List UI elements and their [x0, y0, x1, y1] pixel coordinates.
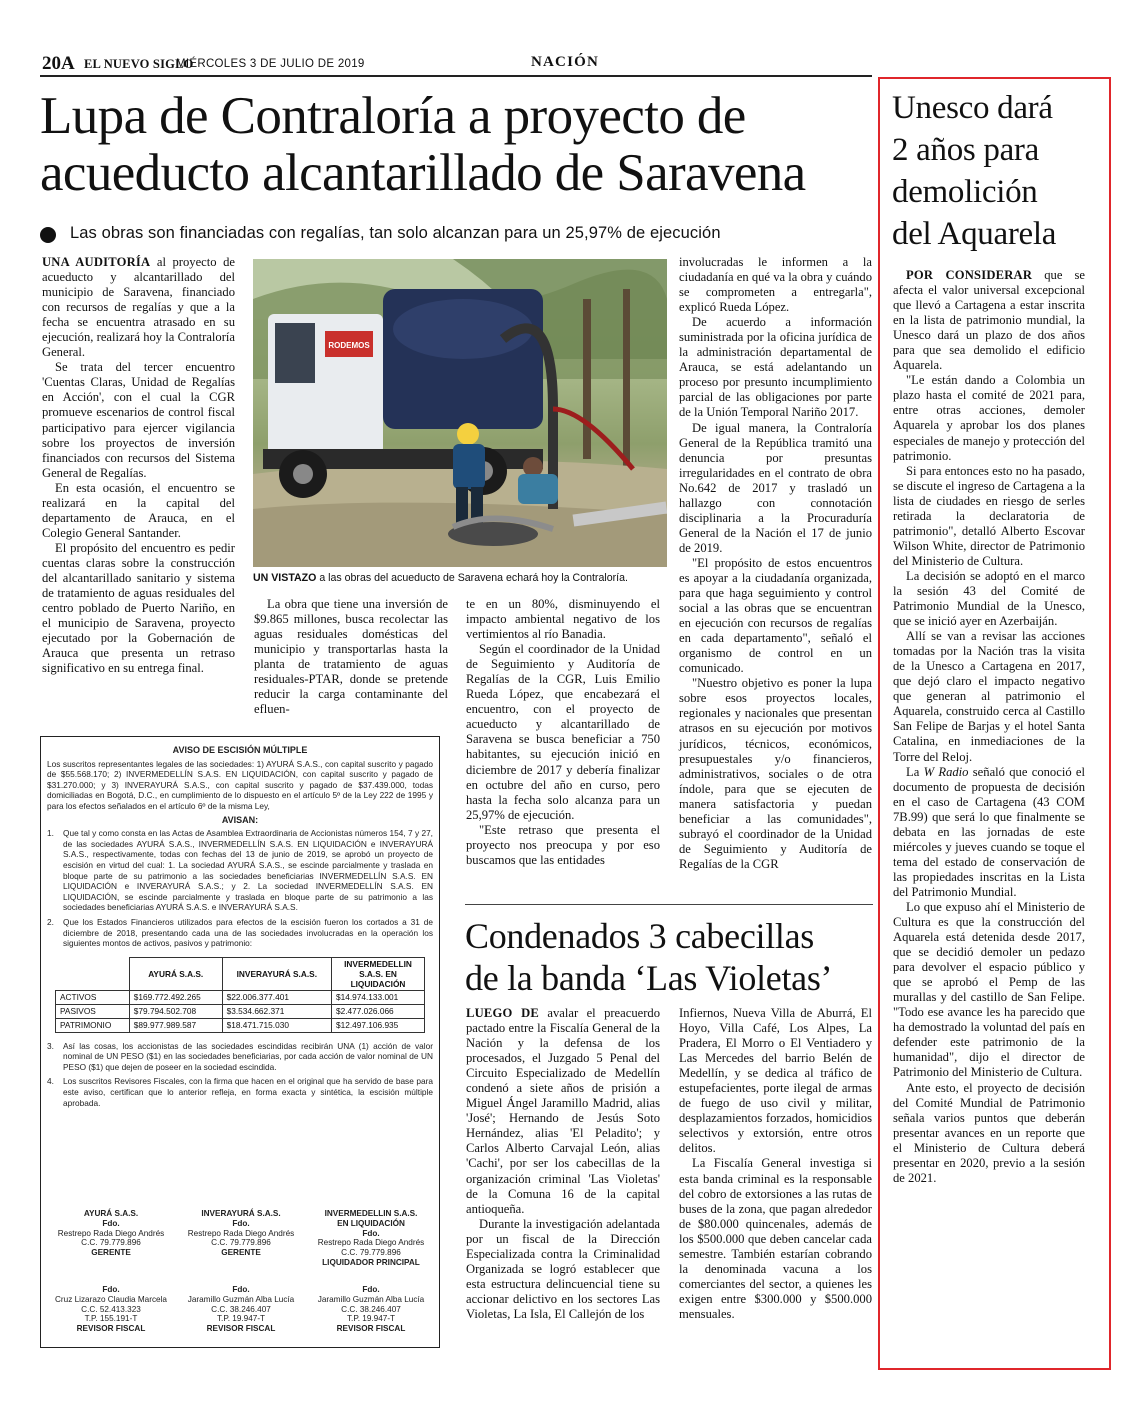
notice-title: AVISO DE ESCISIÓN MÚLTIPLE: [172, 745, 308, 755]
kicker: UNA AUDITORÍA: [42, 255, 151, 269]
paragraph: "Le están dando a Colombia un plazo hasta el comité de 2021 para, entre otras acciones, demoler Aquarela y aprobar los dos planes especiales de manejo y protección del patrimonio.: [893, 373, 1085, 463]
table-cell: PASIVOS: [56, 1004, 130, 1018]
table-cell: PATRIMONIO: [56, 1018, 130, 1032]
paragraph: Según el coordinador de la Unidad de Seguimiento y Auditoría de Regalías de la CGR, Luis Emilio Rueda López, que encabezará el encuentro, con el proyecto de acueducto y alcantarillado de Saravena se busca beneficiar a 750 habitantes, su ejecución inició en diciembre de 2017 y debería finalizar en octubre del año en curso, pero hasta la fecha solo alcanza para un 25,97% de ejecución.: [466, 642, 660, 822]
table-row: [56, 1004, 425, 1018]
paragraph: La obra que tiene una inversión de $9.865 millones, busca recolectar las aguas residuales domésticas del municipio y transportarlas hasta la planta de tratamiento de aguas residuales-PTAR, donde se pretende reducir la carga contaminante del efluen-: [254, 597, 448, 717]
paragraph: "Nuestro objetivo es poner la lupa sobre esos proyectos locales, regionales y nacionales que presentan atrasos en su ejecución por motivos jurídicos, técnicos, económicos, presupuestales y/o financieros, administrativos, sociales o de otra índole, para que se ejecuten de manera satisfactoria y puedan beneficiar a las comunidades", subrayó el coordinador de la Unidad de Seguimiento y Auditoría de Regalías de la CGR: [679, 676, 872, 871]
signature-block: Fdo. Jaramillo Guzmán Alba Lucía C.C. 38.246.407 T.P. 19.947-T REVISOR FISCAL: [317, 1285, 425, 1334]
notice-item: 2. Que los Estados Financieros utilizados para efectos de la escisión fueron los cortados a 31 de diciembre de 2018, presentando cada una de las sociedades involucradas en la operación los siguientes montos de activos, pasivos y patrimonio:: [47, 916, 433, 949]
headline-line-1: Condenados 3 cabecillas: [465, 916, 814, 956]
headline-line-2: de la banda ‘Las Violetas’: [465, 958, 833, 998]
table-cell: $2.477.026.066: [332, 1004, 425, 1018]
caption-kicker: UN VISTAZO: [253, 572, 317, 584]
paragraph: Se trata del tercer encuentro 'Cuentas Claras, Unidad de Regalías en Acción', con el cual la CGR promueve escenarios de control fiscal participativo para ejercer vigilancia sobre los proyectos de inversión financiados con recursos del Sistema General de Regalías.: [42, 360, 235, 480]
paragraph: "Este retraso que presenta el proyecto nos preocupa y por eso buscamos que las entidades: [466, 822, 660, 867]
photo-caption: UN VISTAZO a las obras del acueducto de Saravena echará hoy la Contraloría.: [253, 572, 628, 584]
sidebar-headline: [892, 87, 1102, 255]
paragraph: El propósito del encuentro es pedir cuentas claras sobre la construcción del alcantarillado sanitario y sistema de tratamiento de aguas residuales del centro poblado de Puerto Nariño, en el municipio de Saravena, proyecto ejecutado por la Gobernación de Arauca que presenta un retraso significativo en su entrega final.: [42, 540, 235, 676]
kicker: POR CONSIDERAR: [906, 268, 1033, 282]
table-cell: $14.974.133.001: [332, 990, 425, 1004]
notice-avisan: AVISAN:: [221, 814, 259, 825]
signature-row-1: [51, 1209, 431, 1268]
paragraph: POR CONSIDERAR que se afecta el valor universal excepcional que llevó a Cartagena a estar inscrita en la lista de patrimonio mundial, la Unesco dará un plazo de dos años para que sea demolido el edificio Aquarela.: [893, 268, 1085, 373]
paragraph: De acuerdo a información suministrada por la oficina jurídica de la administración departamental de Arauca, se está adelantando un proceso por presunto incumplimiento parcial de las obligaciones por parte de la Unión Temporal Nariño 2017.: [679, 315, 872, 420]
headline-line: 2 años para: [892, 132, 1039, 168]
sidebar-column: [893, 268, 1085, 1186]
table-row: [56, 1018, 425, 1032]
notice-intro: Los suscritos representantes legales de las sociedades: 1) AYURÁ S.A.S., con capital suscrito y pagado de $55.568.170; 2) INVERMEDELLÍN S.A.S. EN LIQUIDACIÓN, con capital suscrito y pagado de $31.270.000; y 3) INVERAYURÁ S.A.S., con capital suscrito y pagado de $37.439.000, todas domiciliadas en Bogotá, D.C., en cumplimiento de lo dispuesto en el artículo 5º de la Ley 222 de 1995 y para los efectos señalados en el artículo 6º de la misma Ley,: [47, 758, 433, 811]
paragraph: Durante la investigación adelantada por un fiscal de la Dirección Especializada contra la Criminalidad Organizada se logró establecer que esta estructura delincuencial tiene su accionar delictivo en los sectores Las Violetas, La Isla, El Callejón de los: [466, 1216, 660, 1321]
paragraph: UNA AUDITORÍA al proyecto de acueducto y alcantarillado del municipio de Saravena, financiado con recursos de regalías y que a la fecha se encuentra atrasado en su ejecución, realizará hoy la Contraloría General.: [42, 255, 235, 360]
issue-date: MIÉRCOLES 3 DE JULIO DE 2019: [176, 58, 365, 70]
truck-logo: RODEMOS: [328, 341, 370, 350]
article-separator: [465, 904, 873, 905]
signature-block: INVERAYURÁ S.A.S. Fdo. Restrepo Rada Diego Andrés C.C. 79.779.896 GERENTE: [187, 1209, 295, 1258]
article-2-headline: [465, 915, 875, 999]
article-2-column-1: [466, 1006, 660, 1322]
media-name: W Radio: [923, 764, 969, 779]
article-headline: [40, 88, 880, 202]
financial-table: [55, 957, 425, 1033]
headline-line-1: Lupa de Contraloría a proyecto de: [40, 87, 746, 145]
paragraph: "El propósito de estos encuentros es apoyar a la ciudadanía organizada, para que haga seguimiento y control social a las obras que se encuentran en ejecución con recursos de regalías en cada departamento", señaló el organismo de control en un comunicado.: [679, 555, 872, 676]
signature-block: AYURÁ S.A.S. Fdo. Restrepo Rada Diego Andrés C.C. 79.779.896 GERENTE: [57, 1209, 165, 1258]
table-cell: ACTIVOS: [56, 990, 130, 1004]
headline-line: demolición: [892, 174, 1038, 210]
paragraph: La Fiscalía General investiga si esta banda criminal es la responsable del cobro de extorsiones a las rutas de buses de la zona, que pagan alrededor de $80.000 quincenales, además de los $500.000 que deben cancelar cada semestre. También estarían cobrando la denominada vacuna a los comerciantes del sector, a quienes les exigen entre $300.000 y $500.000 mensuales.: [679, 1156, 872, 1321]
paragraph: Si para entonces esto no ha pasado, se discute el ingreso de Cartagena a la lista de ciudades en riesgo de serles retirada la declaratoria de patrimonio", detalló Alberto Escovar Wilson White, director de Patrimonio del Ministerio de Cultura.: [893, 463, 1085, 568]
legal-notice-box: [40, 736, 440, 1348]
section-name: NACIÓN: [530, 54, 600, 70]
paragraph: Ante esto, el proyecto de decisión del Comité Mundial de Patrimonio señala varios puntos que deberán presentar avances en un reporte que el Ministerio de Cultura deberá presentar en 2020, previo a la sesión de 2021.: [893, 1080, 1085, 1185]
header-rule: [40, 75, 872, 77]
notice-item: 3. Así las cosas, los accionistas de las sociedades escindidas recibirán UNA (1) acción de valor nominal de UN PESO ($1) en las sociedades beneficiarias, por cada acción de valor nominal de UN PESO ($1) que dejen de poseer en la sociedad escindida.: [47, 1040, 433, 1072]
table-row: [56, 990, 425, 1004]
table-header-cell: INVERMEDELLIN S.A.S. EN LIQUIDACIÓN: [332, 957, 425, 990]
signature-block: INVERMEDELLIN S.A.S. EN LIQUIDACIÓN Fdo. Restrepo Rada Diego Andrés C.C. 79.779.896 LIQUIDADOR PRINCIPAL: [317, 1209, 425, 1267]
article-column-3: [466, 597, 660, 868]
notice-item: 4. Los suscritos Revisores Fiscales, con la firma que hacen en el original que ha servido de base para este aviso, certifican que lo anterior refleja, en forma exacta y sintética, la escisión múltiple aprobada.: [47, 1076, 433, 1108]
table-cell: $89.977.989.587: [129, 1018, 222, 1032]
article-column-1: [42, 255, 235, 676]
bullet-icon: [40, 227, 56, 243]
paragraph: De igual manera, la Contraloría General de la República tramitó una denuncia por presuntas irregularidades en el contrato de obra No.642 de 2017 y trasladó un hallazgo con connotación disciplinaria a la Procuraduría General de la Nación el 17 de junio de 2019.: [679, 420, 872, 555]
photo-illustration: [253, 259, 667, 567]
kicker: LUEGO DE: [466, 1006, 539, 1020]
table-header-cell: AYURÁ S.A.S.: [129, 957, 222, 990]
table-header-row: [56, 957, 425, 990]
table-cell: $12.497.106.935: [332, 1018, 425, 1032]
paragraph: LUEGO DE avalar el preacuerdo pactado entre la Fiscalía General de la Nación y la defensa de los procesados, el Juzgado 5 Penal del Circuito Especializado de Medellín condenó a siete años de prisión a Miguel Ángel Jaramillo Madrid, alias 'José'; Hernando de Jesús Soto Hernández, alias 'El Peladito'; y Carlos Alberto Carvajal León, alias 'Cachi', por ser los cabecillas de la organización criminal 'Las Violetas' de la Comuna 16 de la capital antioqueña.: [466, 1006, 661, 1216]
table-cell: $22.006.377.401: [222, 990, 331, 1004]
table-cell: $18.471.715.030: [222, 1018, 331, 1032]
newspaper-name: EL NUEVO SIGLO: [84, 57, 194, 71]
table-header-cell: INVERAYURÁ S.A.S.: [222, 957, 331, 990]
headline-line: del Aquarela: [892, 216, 1057, 252]
paragraph: La W Radio señaló que conoció el documento de propuesta de decisión en el caso de Cartagena (43 COM 7B.99) que será lo que finalmente se debata en las jornadas de este miércoles y jueves cuando se toque el tema del estado de conservación de las propiedades inscritas en la Lista del Patrimonio Mundial.: [893, 764, 1086, 899]
signature-block: Fdo. Jaramillo Guzmán Alba Lucía C.C. 38.246.407 T.P. 19.947-T REVISOR FISCAL: [187, 1285, 295, 1334]
page-number: 20A: [42, 53, 75, 74]
paragraph: En esta ocasión, el encuentro se realizará en la capital del departamento de Arauca, en el Colegio General Santander.: [42, 480, 235, 540]
paragraph: La decisión se adoptó en el marco la sesión 43 del Comité de Patrimonio Mundial de la Unesco, que se inició ayer en Azerbaiján.: [893, 568, 1085, 629]
paragraph: Lo que expuso ahí el Ministerio de Cultura es que la construcción del Aquarela está detenida desde 2017, que se decidió demoler un pedazo para devolver el espacio público y que se aprobó el Pemp de las murallas y del castillo de San Felipe. "Todo ese avance les ha parecido que ha demostrado la voluntad del país en defender este patrimonio de la humanidad", dijo el director de Patrimonio del Ministerio de Cultura.: [893, 899, 1085, 1080]
paragraph: Infiernos, Nueva Villa de Aburrá, El Hoyo, Villa Café, Los Alpes, La Pradera, El Morro o El Ventiadero y Las Mercedes del barrio Belén de Medellín, y se dedica al tráfico de estupefacientes, porte ilegal de armas de fuego de uso civil y militar, desplazamientos forzados, homicidios selectivos y extorsión, entre otros delitos.: [679, 1006, 872, 1156]
signature-block: Fdo. Cruz Lizarazo Claudia Marcela C.C. 52.413.323 T.P. 155.191-T REVISOR FISCAL: [55, 1285, 167, 1334]
article-column-2: [254, 597, 448, 717]
article-subtitle: Las obras son financiadas con regalías, tan solo alcanzan para un 25,97% de ejecución: [70, 224, 721, 242]
notice-item: 1. Que tal y como consta en las Actas de Asamblea Extraordinaria de Accionistas números 154, 7 y 27, de las sociedades AYURÁ S.A.S., INVERMEDELLÍN S.A.S. EN LIQUIDACIÓN e INVERAYURÁ S.A.S., respectivamente, todas con fechas del 13 de junio de 2019, se aprobó un proyecto de escisión en virtud del cual: 1. La sociedad AYURÁ S.A.S., se escinde parcialmente y traslada en bloque parte de su patrimonio a las sociedades beneficiarias INVERMEDELLÍN S.A.S. EN LIQUIDACIÓN e INVERAYURÁ S.A.S.; y 2. La sociedad INVERMEDELLÍN S.A.S. EN LIQUIDACIÓN, se escinde parcialmente y traslada en bloque parte de su patrimonio a las sociedades beneficiarias AYURÁ S.A.S. e INVERAYURÁ S.A.S.: [47, 828, 433, 913]
table-cell: $3.534.662.371: [222, 1004, 331, 1018]
paragraph: involucradas le informen a la ciudadanía en qué va la obra y cuándo se comprometen a entregarla", explicó Rueda López.: [679, 255, 872, 315]
table-cell: $169.772.492.265: [129, 990, 222, 1004]
headline-line: Unesco dará: [892, 90, 1053, 126]
headline-line-2: acueducto alcantarillado de Saravena: [40, 144, 806, 202]
article-photo: [253, 259, 667, 567]
signature-row-2: [51, 1285, 431, 1334]
article-2-column-2: [679, 1006, 872, 1322]
paragraph: Allí se van a revisar las acciones tomadas por la Nación tras la visita de la Unesco a Cartagena en 2017, que dejó claro el impacto negativo que generan al patrimonio el Aquarela, construido cerca al Castillo San Felipe de Barjas y el hotel Santa Catalina, en inmediaciones de la Torre del Reloj.: [893, 629, 1085, 764]
paragraph: te en un 80%, disminuyendo el impacto ambiental negativo de los vertimientos al río Banadia.: [466, 597, 660, 642]
article-column-4: [679, 255, 872, 872]
table-cell: $79.794.502.708: [129, 1004, 222, 1018]
